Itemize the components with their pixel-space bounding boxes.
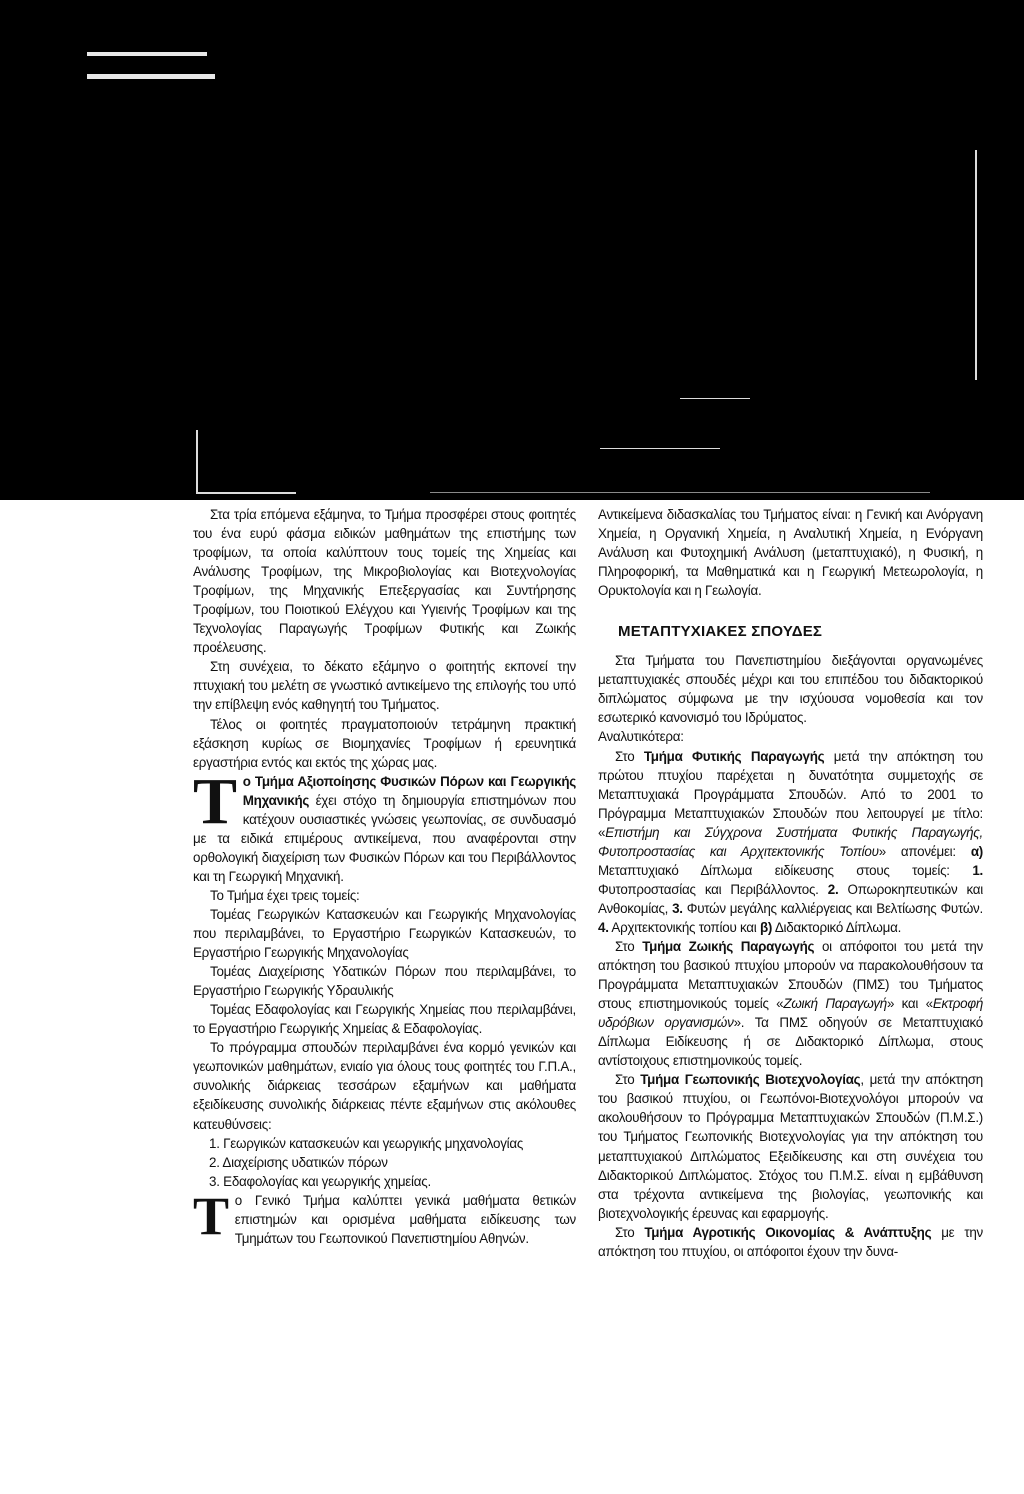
paragraph: Τέλος οι φοιτητές πραγματοποιούν τετράμηνη πρακτική εξάσκηση κυρίως σε Βιομηχανίες Τροφίμων ή ερευνητικά εργαστήρια εντός και εκτός της χώρας μας. <box>193 716 576 770</box>
department-name: Τμήμα Φυτικής Παραγωγής <box>643 748 825 764</box>
frame-edge-bottom <box>196 492 296 494</box>
drop-cap: Τ <box>193 1185 229 1246</box>
drop-cap: Τ <box>193 764 237 838</box>
right-column <box>598 505 983 1261</box>
paragraph: Στα Τμήματα του Πανεπιστημίου διεξάγονται οργανωμένες μεταπτυχιακές σπουδές μέχρι και του επιπέδου του διδακτορικού διπλώματος σύμφωνα με την ισχύουσα νομοθεσία και τον εσωτερικό κανονισμό του Ιδρύματος. <box>598 653 983 726</box>
paragraph: Αντικείμενα διδασκαλίας του Τμήματος είναι: η Γενική και Ανόργανη Χημεία, η Οργανική Χημεία, η Αναλυτική Χημεία, η Ενόργανη Ανάλυση και Φυτοχημική Ανάλυση (μεταπτυχιακό), η Φυσική, η Πληροφορική, τα Μαθηματικά και η Γεωργική Μετεωρολογία, η Ορυκτολογία και η Γεωλογία. <box>598 507 983 599</box>
paragraph: Το πρόγραμμα σπουδών περιλαμβάνει ένα κορμό γενικών και γεωπονικών μαθημάτων, ενιαίο για όλους τους φοιτητές του Γ.Π.Α., συνολικής διάρκειας τεσσάρων εξαμήνων και μαθήματα εξειδίκευσης συνολικής διάρκειας πέντε εξαμήνων στις ακόλουθες κατευθύνσεις: <box>193 1040 576 1132</box>
paragraph: Στα τρία επόμενα εξάμηνα, το Τμήμα προσφέρει στους φοιτητές του ένα ευρύ φάσμα ειδικών μαθημάτων της επιστήμης των τροφίμων, τα οποία καλύπτουν τους τομείς της Χημείας και Ανάλυσης Τροφίμων, της Μικροβιολογίας και Βιοτεχνολογίας Τροφίμων, της Μηχανικής Επεξεργασίας και Συντήρησης Τροφίμων, του Ποιοτικού Ελέγχου και Υγιεινής Τροφίμων και της Τεχνολογίας Παραγωγής Τροφίμων Φυτικής και Ζωικής προέλευσης. <box>193 507 576 656</box>
frame-line-top <box>680 398 750 399</box>
paragraph: Τομέας Διαχείρισης Υδατικών Πόρων που περιλαμβάνει, το Εργαστήριο Γεωργικής Υδραυλικής <box>193 964 576 999</box>
paragraph: Στο Τμήμα Φυτικής Παραγωγής μετά την απόκτηση του πρώτου πτυχίου παρέχεται η δυνατότητα συμμετοχής σε Μεταπτυχιακά Προγράμματα Σπουδών. Από το 2001 το Πρόγραμμα Μεταπτυχιακών Σπουδών που λειτουργεί με τίτλο: «Επιστήμη και Σύγχρονα Συστήματα Φυτικής Παραγωγής, Φυτοπροστασίας και Αρχιτεκτονικής Τοπίου» απονέμει: α) Μεταπτυχιακό Δίπλωμα ειδίκευσης στους τομείς: 1. Φυτοπροστασίας και Περιβάλλοντος. 2. Οπωροκηπευτικών και Ανθοκομίας, 3. Φυτών μεγάλης καλλιέργειας και Βελτίωσης Φυτών. 4. Αρχιτεκτονικής τοπίου και β) Διδακτορικό Δίπλωμα. <box>598 748 984 935</box>
paragraph: Το Γενικό Τμήμα καλύπτει γενικά μαθήματα θετικών επιστημών και ορισμένα μαθήματα ειδίκευσης των Τμημάτων του Γεωπονικού Πανεπιστημίου Αθηνών. <box>193 1185 576 1246</box>
paragraph: Το Τμήμα Αξιοποίησης Φυσικών Πόρων και Γεωργικής Μηχανικής έχει στόχο τη δημιουργία επιστημόνων που κατέχουν ουσιαστικές γνώσεις γεωπονίας, σε συνδυασμό με τα ειδικά επιμέρους αντικείμενα, που αναφέρονται στην ορθολογική διαχείριση των Φυσικών Πόρων και του Περιβάλλοντος και τη Γεωργική Μηχανική. <box>193 764 576 884</box>
department-name: ο Τμήμα Αξιοποίησης Φυσικών Πόρων και Γεωργικής Μηχανικής <box>242 773 576 808</box>
frame-line-baseline <box>430 492 930 493</box>
list-item: 3. Εδαφολογίας και γεωργικής χημείας. <box>209 1173 431 1189</box>
frame-edge-left <box>196 430 198 494</box>
paragraph: Στη συνέχεια, το δέκατο εξάμηνο ο φοιτητής εκπονεί την πτυχιακή του μελέτη σε γνωστικό αντικείμενο της επιλογής του υπό την επίβλεψη ενός καθηγητή του Τμήματος. <box>193 659 576 713</box>
logo-mark-sub <box>87 74 215 79</box>
frame-line-mid <box>600 448 720 449</box>
paragraph: Τομέας Εδαφολογίας και Γεωργικής Χημείας που περιλαμβάνει, το Εργαστήριο Γεωργικής Χημείας & Εδαφολογίας. <box>193 1002 576 1037</box>
paragraph: Τομέας Γεωργικών Κατασκευών και Γεωργικής Μηχανολογίας που περιλαμβάνει, το Εργαστήριο Γεωργικών Κατασκευών, το Εργαστήριο Γεωργικής Μηχανολογίας <box>193 906 576 961</box>
paragraph: Στο Τμήμα Ζωικής Παραγωγής οι απόφοιτοι του μετά την απόκτηση του βασικού πτυχίου μπορούν να παρακολουθήσουν τα Προγράμματα Μεταπτυχιακών Σπουδών (ΠΜΣ) του Τμήματος στους επιστημονικούς τομείς «Ζωική Παραγωγή» και «Εκτροφή υδρόβιων οργανισμών». Τα ΠΜΣ οδηγούν σε Μεταπτυχιακό Δίπλωμα Ειδίκευσης ή σε Διδακτορικό Δίπλωμα, στους αντίστοιχους επιστημονικούς τομείς. <box>598 938 984 1069</box>
header-photo <box>0 0 1024 500</box>
section-heading: ΜΕΤΑΠΤΥΧΙΑΚΕΣ ΣΠΟΥΔΕΣ <box>618 623 823 641</box>
frame-edge-right <box>975 150 977 380</box>
paragraph: Αναλυτικότερα: <box>598 729 684 745</box>
paragraph: Στο Τμήμα Αγροτικής Οικονομίας & Ανάπτυξης με την απόκτηση του πτυχίου, οι απόφοιτοι έχουν την δυνα- <box>598 1224 983 1259</box>
department-name: Τμήμα Ζωικής Παραγωγής <box>642 938 815 954</box>
department-name: Τμήμα Γεωπονικής Βιοτεχνολογίας <box>640 1072 861 1088</box>
paragraph: Στο Τμήμα Γεωπονικής Βιοτεχνολογίας, μετά την απόκτηση του βασικού πτυχίου, οι Γεωπόνοι-Βιοτεχνολόγοι μπορούν να ακολουθήσουν το Πρόγραμμα Μεταπτυχιακών Σπουδών (Π.Μ.Σ.) του Τμήματος Γεωπονικής Βιοτεχνολογίας για την απόκτηση του μεταπτυχιακού Διπλώματος Εξειδίκευσης και στη συνέχεια του Διδακτορικού Διπλώματος. Στόχος του Π.Μ.Σ. είναι η εμβάθυνση στα τρέχοντα αντικείμενα της βιολογίας, γεωπονικής και βιοτεχνολογικής έρευνας και εφαρμογής. <box>598 1072 983 1221</box>
department-name: Τμήμα Αγροτικής Οικονομίας & Ανάπτυξης <box>644 1224 932 1240</box>
left-column <box>193 505 576 1248</box>
list-item: 2. Διαχείρισης υδατικών πόρων <box>209 1154 388 1170</box>
list-item: 1. Γεωργικών κατασκευών και γεωργικής μηχανολογίας <box>209 1135 524 1151</box>
paragraph: Το Τμήμα έχει τρεις τομείς: <box>210 887 360 903</box>
logo-mark <box>87 52 207 56</box>
